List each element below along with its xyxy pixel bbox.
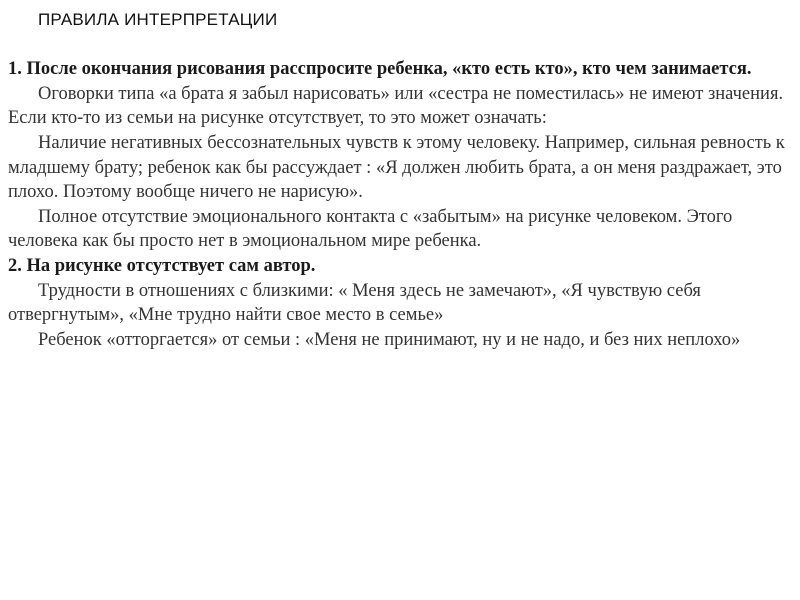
section-1-paragraph-3: Полное отсутствие эмоционального контакта с «забытым» на рисунке человеком. Этого человека как бы просто нет в эмоциональном мире ребенка. (8, 206, 733, 252)
page-title: ПРАВИЛА ИНТЕРПРЕТАЦИИ (38, 10, 278, 29)
section-1-heading: 1. После окончания рисования расспросите ребенка, «кто есть кто», кто чем занимается. (8, 59, 752, 80)
document-page (8, 8, 788, 352)
section-2-heading: 2. На рисунке отсутствует сам автор. (8, 255, 316, 276)
section-2-paragraph-1: Трудности в отношениях с близкими: « Меня здесь не замечают», «Я чувствую себя отвергнутым», «Мне трудно найти свое место в семье» (8, 280, 701, 326)
section-1-paragraph-2: Наличие негативных бессознательных чувств к этому человеку. Например, сильная ревность к младшему брату; ребенок как бы рассуждает : «Я должен любить брата, а он меня раздражает, это плохо. Поэтому вообще ничего не нарисую». (8, 132, 785, 203)
section-1-paragraph-1: Оговорки типа «а брата я забыл нарисовать» или «сестра не поместилась» не имеют значения. Если кто-то из семьи на рисунке отсутствует, то это может означать: (8, 83, 784, 129)
section-2-paragraph-2: Ребенок «отторгается» от семьи : «Меня не принимают, ну и не надо, и без них неплохо» (38, 329, 741, 350)
spacer (8, 33, 788, 58)
